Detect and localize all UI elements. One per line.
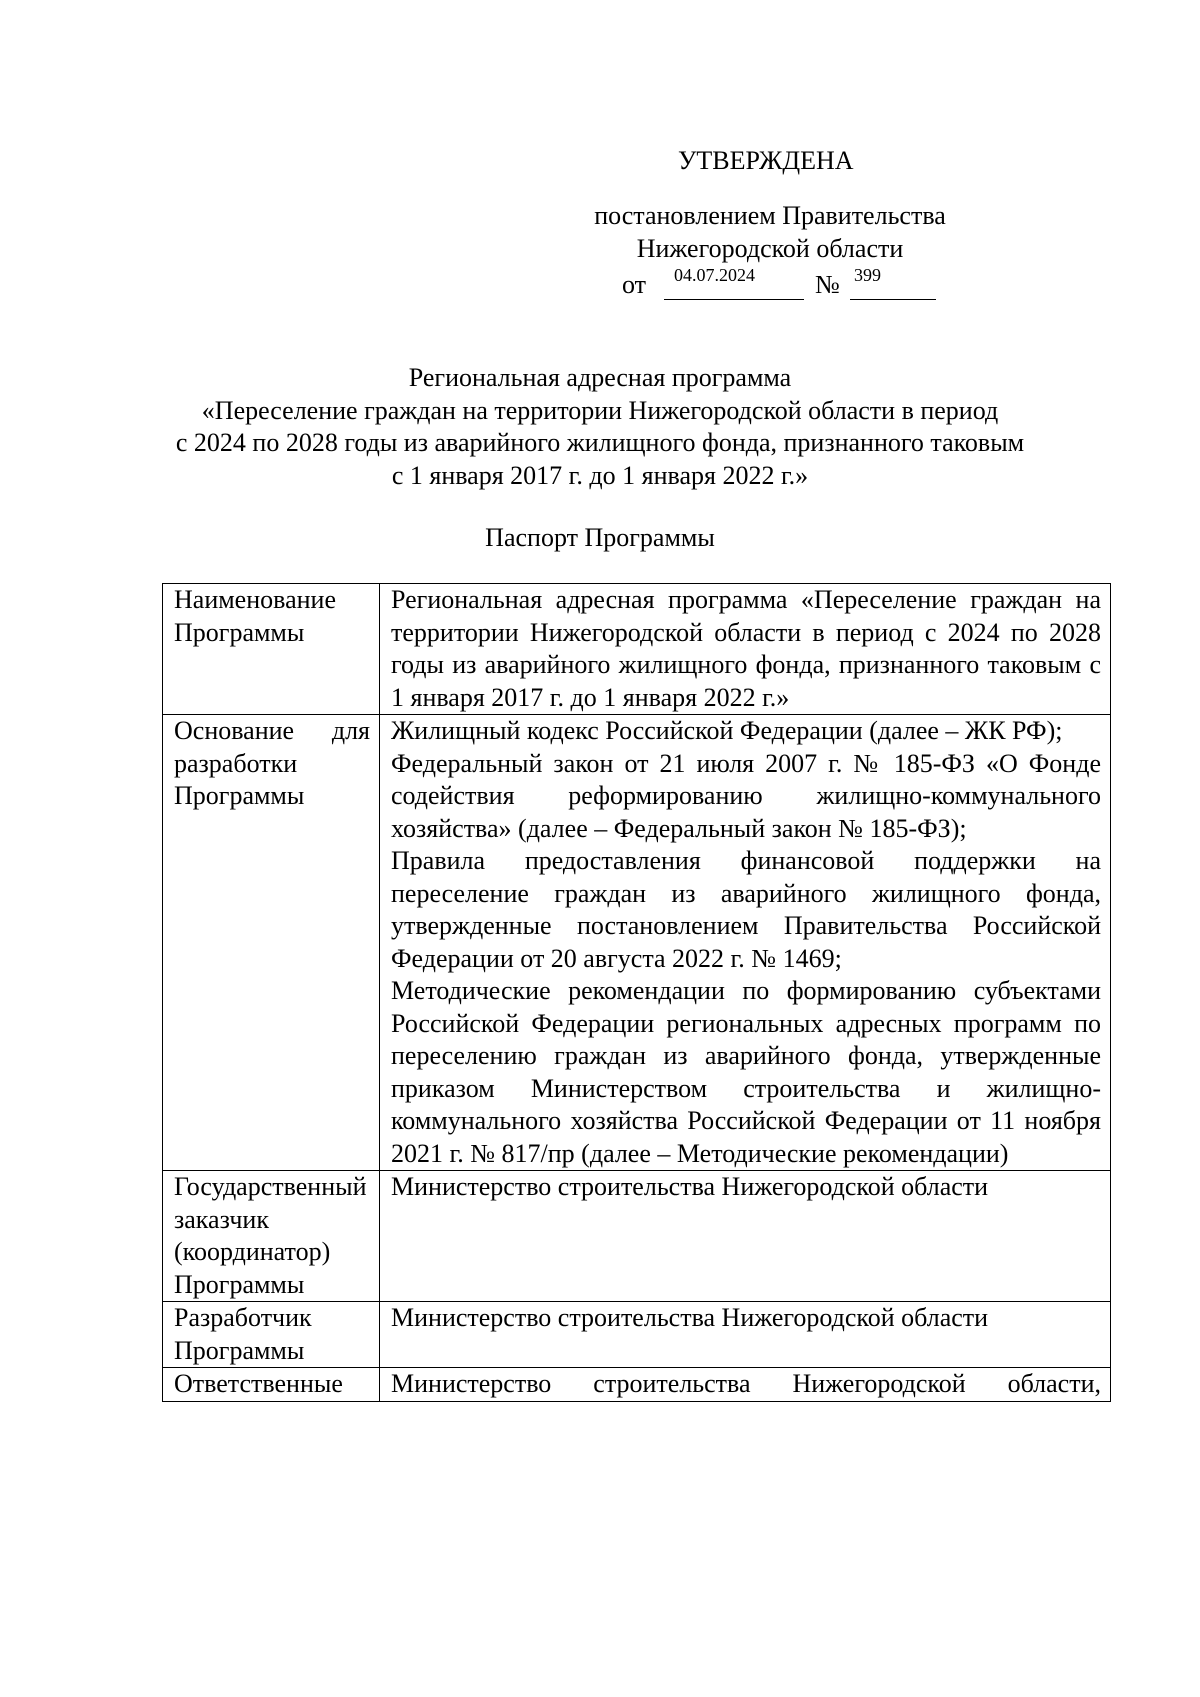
program-title-line-4: с 1 января 2017 г. до 1 января 2022 г.» <box>391 460 809 490</box>
row-label: Основание для разработки Программы <box>163 715 380 1171</box>
approval-date: 04.07.2024 <box>674 265 755 285</box>
approval-number: 399 <box>854 265 881 285</box>
row-label: Государственный заказчик (координатор) Программы <box>163 1171 380 1302</box>
value-paragraph: Министерство строительства Нижегородской области, <box>391 1369 1101 1398</box>
approval-title: УТВЕРЖДЕНА <box>678 146 854 175</box>
number-underline <box>850 299 936 300</box>
value-paragraph: Министерство строительства Нижегородской области <box>391 1172 989 1201</box>
table-row <box>163 584 1111 715</box>
table-row <box>163 1368 1111 1402</box>
value-paragraph: Региональная адресная программа «Переселение граждан на территории Нижегородской области в период с 2024 по 2028 годы из аварийного жилищного фонда, признанного таковым с 1 января 2017 г. до 1 января 2022 г.» <box>391 585 1101 712</box>
approval-line-1: постановлением Правительства <box>594 201 946 230</box>
date-underline <box>664 299 804 300</box>
value-paragraph: Жилищный кодекс Российской Федерации (далее – ЖК РФ); <box>391 716 1063 745</box>
table-row <box>163 1171 1111 1302</box>
row-label: Наименование Программы <box>163 584 380 715</box>
from-label: от <box>622 270 647 299</box>
row-value <box>380 1171 1111 1302</box>
program-title-line-1: Региональная адресная программа <box>408 363 792 392</box>
value-paragraph: Правила предоставления финансовой поддержки на переселение граждан из аварийного жилищного фонда, утвержденные постановлением Правительства Российской Федерации от 20 августа 2022 г. № 1469; <box>391 846 1101 973</box>
row-label: Разработчик Программы <box>163 1302 380 1368</box>
row-value <box>380 1302 1111 1368</box>
approval-date-row <box>622 267 972 303</box>
value-paragraph: Методические рекомендации по формированию субъектами Российской Федерации региональных адресных программ по переселению граждан из аварийного фонда, утвержденные приказом Министерством строительства и жилищно-коммунального хозяйства Российской Федерации от 11 ноября 2021 г. № 817/пр (далее – Методические рекомендации) <box>391 976 1101 1168</box>
row-label: Ответственные <box>163 1368 380 1402</box>
number-label: № <box>815 270 840 299</box>
program-title-line-2: «Переселение граждан на территории Нижегородской области в период <box>201 395 999 425</box>
value-paragraph: Министерство строительства Нижегородской области <box>391 1303 989 1332</box>
row-value <box>380 584 1111 715</box>
program-title <box>150 362 1050 492</box>
row-value <box>380 715 1111 1171</box>
program-title-line-3: с 2024 по 2028 годы из аварийного жилищного фонда, признанного таковым <box>175 428 1025 457</box>
table-row <box>163 715 1111 1171</box>
passport-table <box>162 583 1111 1402</box>
table-row <box>163 1302 1111 1368</box>
passport-heading: Паспорт Программы <box>485 523 715 552</box>
approval-line-2: Нижегородской области <box>636 234 904 263</box>
value-paragraph: Федеральный закон от 21 июля 2007 г. № 185-ФЗ «О Фонде содействия реформированию жилищно-коммунального хозяйства» (далее – Федеральный закон № 185-ФЗ); <box>391 748 1101 843</box>
row-value <box>380 1368 1111 1402</box>
